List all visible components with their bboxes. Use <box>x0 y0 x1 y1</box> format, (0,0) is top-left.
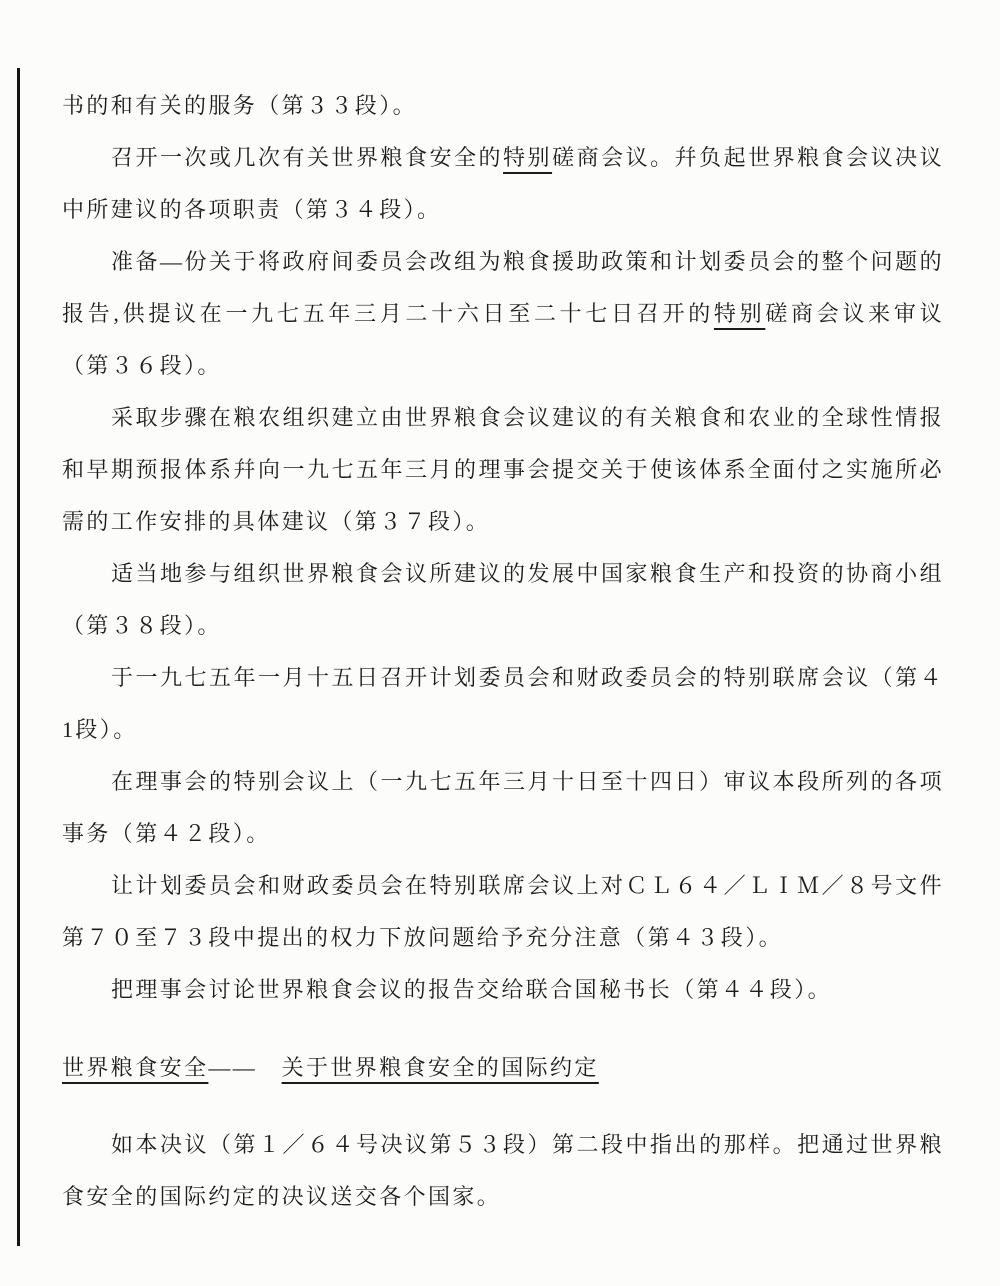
paragraph <box>62 860 944 964</box>
document-body <box>62 80 944 1223</box>
paragraph <box>62 80 944 132</box>
section-heading <box>62 1042 944 1094</box>
underlined-text: 特别 <box>713 301 766 326</box>
underlined-text: 世界粮食安全 <box>62 1055 209 1080</box>
text-segment: 磋商会议来审议（第３６段）。 <box>62 301 944 378</box>
underlined-text: 特别 <box>503 145 553 170</box>
text-segment: 适当地参与组织世界粮食会议所建议的发展中国家粮食生产和投资的协商小组（第３８段）。 <box>62 561 944 638</box>
paragraph <box>62 756 944 860</box>
scan-edge-line <box>17 68 20 1246</box>
paragraph <box>62 652 944 756</box>
text-segment: —— <box>208 1055 282 1080</box>
text-segment: 采取步骤在粮农组织建立由世界粮食会议建议的有关粮食和农业的全球性情报和早期预报体系幷向一九七五年三月的理事会提交关于使该体系全面付之实施所必需的工作安排的具体建议（第３７段）。 <box>62 405 944 534</box>
text-segment: 让计划委员会和财政委员会在特别联席会议上对ＣＬ６４／ＬＩＭ／８号文件第７０至７３段中提出的权力下放问题给予充分注意（第４３段）。 <box>62 873 944 950</box>
text-segment: 磋商会议。幷负起世界粮食会议决议中所建议的各项职责（第３４段）。 <box>62 145 944 222</box>
paragraph <box>62 964 944 1016</box>
text-segment: 在理事会的特别会议上（一九七五年三月十日至十四日）审议本段所列的各项事务（第４２段）。 <box>62 769 944 846</box>
paragraph <box>62 548 944 652</box>
text-segment: 召开一次或几次有关世界粮食安全的 <box>111 145 504 170</box>
underlined-text: 关于世界粮食安全的国际约定 <box>281 1055 599 1080</box>
text-segment: 准备—份关于将政府间委员会改组为粮食援助政策和计划委员会的整个问题的报告,供提议在一九七五年三月二十六日至二十七日召开的 <box>62 249 944 326</box>
paragraph <box>62 132 944 236</box>
paragraph <box>62 1119 944 1223</box>
paragraph <box>62 236 944 392</box>
text-segment: 把理事会讨论世界粮食会议的报告交给联合国秘书长（第４４段）。 <box>111 977 833 1002</box>
text-segment: 于一九七五年一月十五日召开计划委员会和财政委员会的特别联席会议（第４1段）。 <box>62 665 944 742</box>
paragraph <box>62 392 944 548</box>
text-segment: 如本决议（第１／６４号决议第５３段）第二段中指出的那样。把通过世界粮食安全的国际约定的决议送交各个国家。 <box>62 1132 944 1209</box>
text-segment: 书的和有关的服务（第３３段）。 <box>62 93 418 118</box>
